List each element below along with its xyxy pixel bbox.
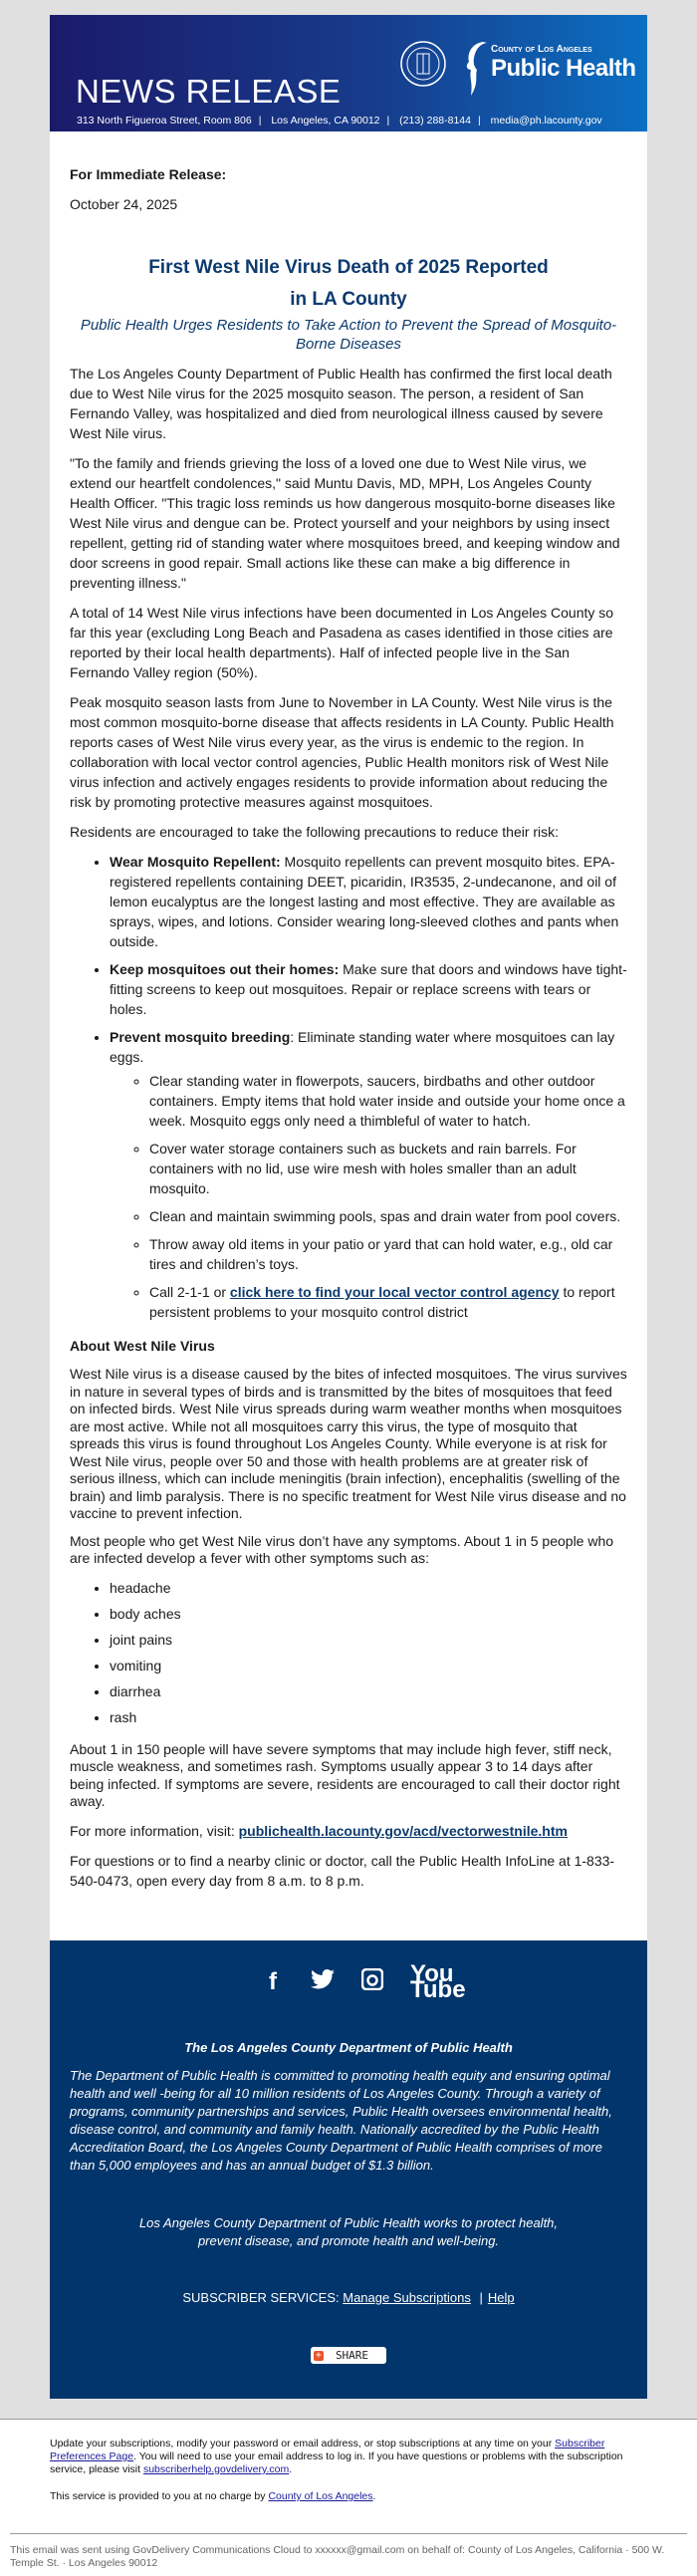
article-title bbox=[70, 252, 627, 316]
precautions-list bbox=[70, 852, 627, 1322]
list-item: • body aches bbox=[110, 1604, 627, 1624]
list-item: ◦ Clean and maintain swimming pools, spas and drain water from pool covers. bbox=[149, 1206, 627, 1226]
service-text bbox=[50, 2490, 647, 2503]
help-link[interactable]: Help bbox=[487, 2289, 515, 2305]
county-link[interactable]: County of Los Angeles bbox=[268, 2490, 373, 2502]
logo-county-text: County of Los Angeles bbox=[491, 44, 592, 55]
share-label: SHARE bbox=[335, 2349, 369, 2362]
list-item bbox=[110, 1027, 627, 1322]
org-tagline bbox=[70, 2214, 627, 2250]
media-email[interactable]: media@ph.lacounty.gov bbox=[490, 115, 602, 127]
questions-paragraph: For questions or to find a nearby clinic or doctor, call the Public Health InfoLine at 1-833-540-0473, open every day from 8 a.m. to 8 p.m. bbox=[70, 1852, 615, 1889]
twitter-icon[interactable] bbox=[311, 1968, 335, 2000]
list-item: • headache bbox=[110, 1578, 627, 1598]
divider bbox=[10, 2533, 687, 2534]
news-release-header bbox=[50, 15, 647, 131]
update-subscriptions-text bbox=[50, 2438, 647, 2476]
about-heading: About West Nile Virus bbox=[70, 1338, 215, 1354]
item-text: Make sure that doors and windows have tight-fitting screens to keep out mosquitoes. Repair or replace screens with tears or holes. bbox=[110, 961, 627, 1017]
list-item bbox=[110, 959, 627, 1019]
youtube-label: You Tube bbox=[410, 1959, 466, 2003]
item-heading: Wear Mosquito Repellent: bbox=[110, 854, 281, 870]
separator: | bbox=[479, 2289, 483, 2305]
phone-number: (213) 288-8144 bbox=[399, 115, 471, 127]
public-health-logo bbox=[461, 40, 636, 105]
list-item: • joint pains bbox=[110, 1630, 627, 1650]
list-item bbox=[149, 1282, 627, 1322]
plus-icon: + bbox=[315, 2349, 322, 2361]
subscriber-services bbox=[70, 2290, 627, 2305]
article-body bbox=[50, 131, 647, 1940]
call-text-end: to report persistent problems to your mosquito control district bbox=[149, 1284, 615, 1320]
more-info bbox=[70, 1821, 627, 1841]
paragraph: A total of 14 West Nile virus infections have been documented in Los Angeles County so far this year (excluding Long Beach and Pasadena as cases identified in those cities are reported by their local health departments). Half of infected people live in the San Fernando Valley region (50%). bbox=[70, 605, 614, 680]
subscriber-label: SUBSCRIBER SERVICES: bbox=[182, 2289, 344, 2305]
tagline-line-1: Los Angeles County Department of Public Health works to protect health, bbox=[138, 2214, 559, 2230]
text: This service is provided to you at no charge by bbox=[50, 2490, 269, 2502]
instagram-icon[interactable] bbox=[360, 1968, 384, 2000]
manage-subscriptions-link[interactable]: Manage Subscriptions bbox=[343, 2289, 471, 2305]
call-text: Call 2-1-1 or bbox=[149, 1284, 230, 1300]
vector-control-link[interactable]: click here to find your local vector control agency bbox=[229, 1284, 560, 1300]
list-item: ◦ Cover water storage containers such as buckets and rain barrels. For containers with no lid, use wire mesh with holes smaller than an adult mosquito. bbox=[149, 1139, 627, 1198]
contact-address-line: 313 North Figueroa Street, Room 806 | Los Angeles, CA 90012 | (213) 288-8144 | media@ph.lacounty.gov bbox=[77, 115, 602, 127]
organization-footer bbox=[50, 1940, 647, 2400]
quote-paragraph: "To the family and friends grieving the loss of a loved one due to West Nile virus, we extend our heartfelt condolences," said Muntu Davis, MD, MPH, Los Angeles County Health Officer. "This tragic loss reminds us how dangerous mosquito-borne diseases like West Nile virus and dengue can be. Protect yourself and your neighbors by using insect repellent, getting rid of standing water where mosquitoes breed, and keeping window and door screens in good repair. Small actions like these can make a big difference in preventing illness." bbox=[70, 455, 620, 591]
org-title: The Los Angeles County Department of Public Health bbox=[184, 2039, 513, 2055]
subscriber-help-link[interactable]: subscriberhelp.govdelivery.com bbox=[142, 2463, 290, 2475]
item-text: Mosquito repellents can prevent mosquito bites. EPA-registered repellents containing DEET, picaridin, IR3535, 2-undecanone, and oil of lemon eucalyptus are the longest lasting and most effective. They are available as sprays, wipes, and lotions. Consider wearing long-sleeved clothes and pants when outside. bbox=[110, 854, 619, 949]
news-release-title: NEWS RELEASE bbox=[76, 73, 342, 110]
list-item: • vomiting bbox=[110, 1656, 627, 1675]
tagline-line-2: prevent disease, and promote health and well-being. bbox=[197, 2232, 500, 2248]
subscriber-preferences-link[interactable]: Subscriber Preferences Page bbox=[50, 2438, 605, 2462]
org-description: The Department of Public Health is committed to promoting health equity and ensuring optimal health and well -being for all 10 million residents of Los Angeles County. Through a variety of programs, community partnerships and services, Public Health oversees environmental health, disease control, and community and family health. Nationally accredited by the Public Health Accreditation Board, the Los Angeles County Department of Public Health comprises of more than 5,000 employees and has an annual budget of $1.3 billion. bbox=[70, 2067, 612, 2173]
city-address: Los Angeles, CA 90012 bbox=[271, 115, 380, 127]
list-item: ◦ Clear standing water in flowerpots, saucers, birdbaths and other outdoor containers. Empty items that hold water inside and outside your home once a week. Mosquito eggs only need a thimbleful of water to hatch. bbox=[149, 1071, 627, 1131]
about-paragraph: West Nile virus is a disease caused by the bites of infected mosquitoes. The virus survives in nature in several types of birds and is transmitted by the bites of mosquitoes that feed on infected birds. West Nile virus spreads during warm weather months when mosquitoes are most active. While not all mosquitoes carry this virus, the type of mosquito that spreads this virus is found throughout Los Angeles County. While everyone is at risk for West Nile virus, people over 50 and those with health problems are at greater risk of serious illness, which can include meningitis (brain infection), encephalitis (swelling of the brain) and limb paralysis. There is no specific treatment for West Nile virus disease and no vaccine to prevent infection. bbox=[70, 1366, 627, 1521]
more-info-label: For more information, visit: bbox=[70, 1822, 239, 1839]
text: . bbox=[289, 2463, 293, 2475]
severe-paragraph: About 1 in 150 people will have severe symptoms that may include high fever, stiff neck, muscle weakness, and sometimes rash. Symptoms usually appear 3 to 14 days after being infected. If symptoms are severe, residents are encouraged to call their doctor right away. bbox=[70, 1740, 620, 1809]
breeding-tips-list bbox=[110, 1071, 627, 1322]
release-label: For Immediate Release: bbox=[70, 166, 227, 182]
west-nile-info-link[interactable]: publichealth.lacounty.gov/acd/vectorwestnile.htm bbox=[238, 1822, 568, 1839]
list-item bbox=[110, 852, 627, 951]
item-heading: Keep mosquitoes out their homes: bbox=[110, 961, 340, 977]
title-line-2: in LA County bbox=[290, 289, 407, 310]
share-button[interactable] bbox=[311, 2347, 386, 2364]
symptoms-intro: Most people who get West Nile virus don’t have any symptoms. About 1 in 5 people who are infected develop a fever with other symptoms such as: bbox=[70, 1532, 614, 1566]
facebook-icon[interactable]: f bbox=[269, 1967, 277, 1995]
item-text: : Eliminate standing water where mosquitoes can lay eggs. bbox=[110, 1029, 615, 1065]
paragraph: Residents are encouraged to take the following precautions to reduce their risk: bbox=[70, 824, 560, 840]
news-release-card bbox=[50, 15, 647, 2399]
item-heading: Prevent mosquito breeding bbox=[110, 1029, 291, 1045]
list-item: • diarrhea bbox=[110, 1681, 627, 1701]
article-subtitle: Public Health Urges Residents to Take Action to Prevent the Spread of Mosquito-Borne Diseases bbox=[80, 317, 617, 353]
list-item: ◦ Throw away old items in your patio or yard that can hold water, e.g., old car tires and children’s toys. bbox=[149, 1234, 627, 1274]
profiles-logo-icon bbox=[461, 40, 489, 100]
govdelivery-footer bbox=[0, 2419, 697, 2503]
county-seal-icon bbox=[400, 41, 446, 87]
street-address: 313 North Figueroa Street, Room 806 bbox=[77, 115, 252, 127]
text: . You will need to use your email address to log in. If you have questions or problems with the subscription service, please visit bbox=[50, 2450, 623, 2475]
social-links bbox=[70, 1959, 627, 2003]
paragraph: Peak mosquito season lasts from June to November in LA County. West Nile virus is the most common mosquito-borne disease that affects residents in LA County. Public Health reports cases of West Nile virus every year, as the virus is endemic to the region. In collaboration with local vector control agencies, Public Health monitors risk of West Nile virus infection and actively engages residents to provide information about reducing the risk by promoting protective measures against mosquitoes. bbox=[70, 694, 614, 810]
text: . bbox=[372, 2490, 376, 2502]
logo-public-health-text: Public Health bbox=[491, 55, 636, 82]
youtube-icon[interactable] bbox=[410, 1959, 466, 2003]
sent-notice: This email was sent using GovDelivery Communications Cloud to xxxxxx@gmail.com on behalf of: County of Los Angeles, California · 500 W. Temple St. · Los Angeles 90012 bbox=[10, 2544, 665, 2569]
paragraph: The Los Angeles County Department of Public Health has confirmed the first local death due to West Nile virus for the 2025 mosquito season. The person, a resident of San Fernando Valley, was hospitalized and died from neurological illness caused by severe West Nile virus. bbox=[70, 366, 612, 441]
title-line-1: First West Nile Virus Death of 2025 Reported bbox=[148, 257, 549, 278]
list-item: • rash bbox=[110, 1707, 627, 1727]
release-date: October 24, 2025 bbox=[70, 196, 178, 212]
symptoms-list bbox=[70, 1578, 627, 1727]
text: Update your subscriptions, modify your password or email address, or stop subscriptions at any time on your bbox=[50, 2438, 556, 2449]
